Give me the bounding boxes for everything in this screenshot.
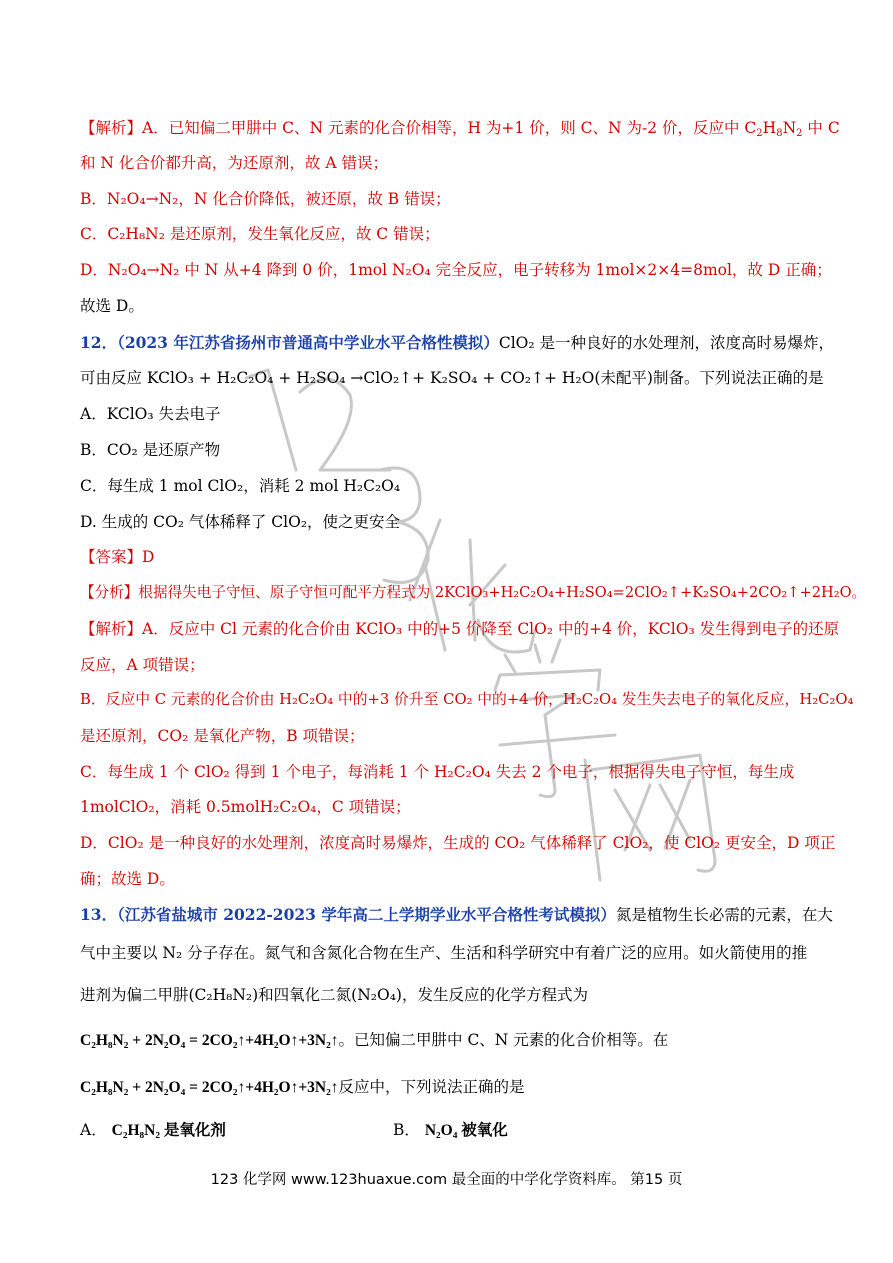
text: 【解析】A．已知偏二甲肼中 C、N 元素的化合价相等，H 为+1 价，则 C、N 为-2 价，反应中 C	[80, 119, 757, 137]
q11-analysis-line-4: C．C₂H₈N₂ 是还原剂，发生氧化反应，故 C 错误；	[80, 225, 440, 243]
q11-analysis-line-3: B．N₂O₄→N₂，N 化合价降低，被还原，故 B 错误；	[80, 190, 451, 208]
q13-stem-line-3: 进剂为偏二甲肼(C₂H₈N₂)和四氧化二氮(N₂O₄)，发生反应的化学方程式为	[80, 986, 588, 1004]
q11-analysis-line-1	[80, 118, 840, 138]
q11-analysis-line-5: D．N₂O₄→N₂ 中 N 从+4 降到 0 价，1mol N₂O₄ 完全反应，电子转移为 1mol×2×4=8mol，故 D 正确；	[80, 261, 832, 279]
option-text: N₂O₄ 被氧化	[424, 1122, 508, 1139]
q12-stem-line-2: 可由反应 KClO₃ + H₂C₂O₄ + H₂SO₄ →ClO₂↑+ K₂SO₄ + CO₂↑+ H₂O(未配平)制备。下列说法正确的是	[80, 369, 824, 387]
q12-answer: 【答案】D	[80, 548, 155, 566]
q13-equation-line-2	[80, 1077, 525, 1098]
option-label: B．	[393, 1121, 420, 1139]
q13-stem-text: 氮是植物生长必需的元素，在大	[615, 906, 833, 924]
q13-stem-line-1	[80, 905, 833, 925]
q13-stem-line-2: 气中主要以 N₂ 分子存在。氮气和含氮化合物在生产、生活和科学研究中有着广泛的应用。如火箭使用的推	[80, 944, 808, 962]
q13-stem-text: 。已知偏二甲肼中 C、N 元素的化合价相等。在	[338, 1031, 669, 1049]
q12-option-a: A．KClO₃ 失去电子	[80, 405, 221, 423]
chemical-equation: C₂H₈N₂ + 2N₂O₄ = 2CO₂↑+4H₂O↑+3N₂↑	[80, 1079, 339, 1096]
chemical-equation: C₂H₈N₂ + 2N₂O₄ = 2CO₂↑+4H₂O↑+3N₂↑	[80, 1032, 339, 1049]
q12-heading: 12．（2023 年江苏省扬州市普通高中学业水平合格性模拟）	[80, 333, 499, 352]
q13-equation-line-1	[80, 1030, 668, 1051]
text: 8	[776, 128, 783, 139]
q13-heading: 13．（江苏省盐城市 2022-2023 学年高二上学期学业水平合格性考试模拟）	[80, 905, 616, 924]
q11-conclusion: 故选 D。	[80, 297, 144, 315]
q13-stem-text: 反应中，下列说法正确的是	[338, 1078, 525, 1096]
option-text: C₂H₈N₂ 是氧化剂	[111, 1122, 226, 1139]
page-footer: 123 化学网 www.123huaxue.com 最全面的中学化学资料库。 第15 页	[210, 1172, 683, 1188]
q12-option-d: D. 生成的 CO₂ 气体稀释了 ClO₂，使之更安全	[80, 513, 401, 531]
q13-option-b	[393, 1120, 508, 1141]
text: 中 C	[802, 119, 840, 137]
q12-option-c: C．每生成 1 mol ClO₂，消耗 2 mol H₂C₂O₄	[80, 477, 401, 495]
text: N	[782, 119, 797, 137]
q12-analysis-line-5: C．每生成 1 个 ClO₂ 得到 1 个电子，每消耗 1 个 H₂C₂O₄ 失去 2 个电子，根据得失电子守恒，每生成	[80, 763, 795, 781]
q12-analysis-line-3: B．反应中 C 元素的化合价由 H₂C₂O₄ 中的+3 价升至 CO₂ 中的+4 价，H₂C₂O₄ 发生失去电子的氧化反应，H₂C₂O₄	[80, 691, 854, 708]
q12-analysis-line-8: 确；故选 D。	[80, 870, 175, 888]
option-label: A．	[80, 1121, 107, 1139]
text: 2	[756, 128, 763, 139]
q12-option-b: B．CO₂ 是还原产物	[80, 441, 221, 459]
text: H	[762, 119, 777, 137]
q12-analysis-line-1: 【解析】A．反应中 Cl 元素的化合价由 KClO₃ 中的+5 价降至 ClO₂ 中的+4 价，KClO₃ 发生得到电子的还原	[80, 620, 840, 638]
q12-analysis-line-6: 1molClO₂，消耗 0.5molH₂C₂O₄，C 项错误；	[80, 798, 411, 816]
q12-fenxi: 【分析】根据得失电子守恒、原子守恒可配平方程式为 2KClO₃+H₂C₂O₄+H₂SO₄=2ClO₂↑+K₂SO₄+2CO₂↑+2H₂O。	[80, 584, 867, 601]
q11-analysis-line-2: 和 N 化合价都升高，为还原剂，故 A 错误；	[80, 154, 388, 172]
q13-option-a	[80, 1120, 226, 1141]
q12-analysis-line-4: 是还原剂，CO₂ 是氧化产物，B 项错误；	[80, 727, 365, 745]
q12-analysis-line-2: 反应，A 项错误；	[80, 656, 205, 674]
q12-stem-line-1	[80, 333, 834, 353]
text: 2	[796, 128, 803, 139]
q12-stem-text: ClO₂ 是一种良好的水处理剂，浓度高时易爆炸，	[498, 334, 835, 352]
q12-analysis-line-7: D．ClO₂ 是一种良好的水处理剂，浓度高时易爆炸，生成的 CO₂ 气体稀释了 ClO₂，使 ClO₂ 更安全，D 项正	[80, 834, 836, 852]
